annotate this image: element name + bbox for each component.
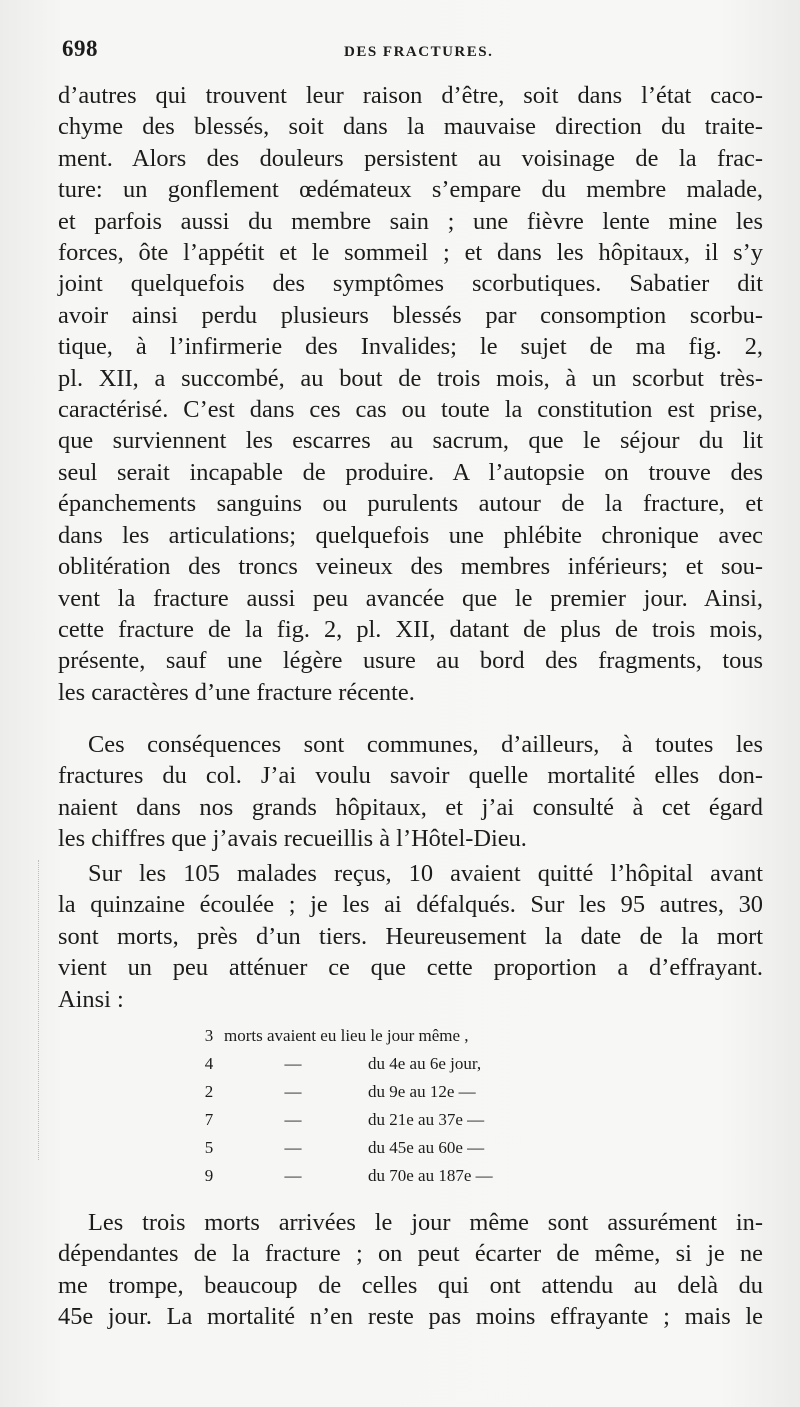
page-margin-mark [38,860,53,1160]
row-text: morts avaient eu lieu le jour même , [224,1026,469,1045]
paragraph-2 [58,729,763,855]
text-line: présente, sauf une légère usure au bord des fragments, tous [58,647,763,675]
death-count: 2 [204,1082,214,1101]
text-line: que surviennent les escarres au sacrum, que le séjour du lit [58,427,763,455]
text-line: naient dans nos grands hôpitaux, et j’ai consulté à cet égard [58,793,763,821]
text-line: et parfois aussi du membre sain ; une fièvre lente mine les [58,207,763,235]
page-header [62,36,762,66]
table-row [200,1134,640,1162]
text-line: tique, à l’infirmerie des Invalides; le sujet de ma fig. 2, [58,333,763,361]
text-line: dépendantes de la fracture ; on peut écarter de même, si je ne [58,1240,763,1268]
ditto-dash: — [284,1110,302,1129]
table-row [200,1162,640,1190]
text-line: épanchements sanguins ou purulents autour de la fracture, et [58,490,763,518]
ditto-dash: — [284,1082,302,1101]
death-count: 3 [204,1026,214,1045]
paragraph-1 [58,80,763,708]
ditto-dash: — [284,1054,302,1073]
text-line: ture: un gonflement œdémateux s’empare du membre malade, [58,176,763,204]
text-line: ment. Alors des douleurs persistent au voisinage de la frac- [58,144,763,172]
ditto-dash: — [284,1166,302,1185]
paragraph-3 [58,858,763,1015]
text-line: caractérisé. C’est dans ces cas ou toute la constitution est prise, [58,396,763,424]
running-head: DES FRACTURES. [344,44,494,60]
paragraph-4 [58,1207,763,1333]
text-line: seul serait incapable de produire. A l’autopsie on trouve des [58,458,763,486]
table-row [200,1106,640,1134]
death-count: 9 [204,1166,214,1185]
text-line: la quinzaine écoulée ; je les ai défalqués. Sur les 95 autres, 30 [58,891,763,919]
period: du 70e au 187e — [368,1166,493,1185]
table-row [200,1078,640,1106]
text-line: Sur les 105 malades reçus, 10 avaient quitté l’hôpital avant [88,860,763,887]
text-line: Ainsi : [58,985,124,1013]
text-line: chyme des blessés, soit dans la mauvaise direction du traite- [58,113,763,141]
period: du 21e au 37e — [368,1110,485,1129]
page-number: 698 [62,36,98,61]
period: du 45e au 60e — [368,1138,485,1157]
text-line: Les trois morts arrivées le jour même sont assurément in- [88,1209,763,1236]
death-count: 4 [204,1054,214,1073]
text-line: cette fracture de la fig. 2, pl. XII, datant de plus de trois mois, [58,615,763,643]
text-line: fractures du col. J’ai voulu savoir quelle mortalité elles don- [58,762,763,790]
text-line: oblitération des troncs veineux des membres inférieurs; et sou- [58,553,763,581]
text-line: les chiffres que j’avais recueillis à l’Hôtel-Dieu. [58,825,527,853]
mortality-table [200,1022,640,1190]
text-line: vent la fracture aussi peu avancée que le premier jour. Ainsi, [58,584,763,612]
text-line: pl. XII, a succombé, au bout de trois mois, à un scorbut très- [58,364,763,392]
text-line: me trompe, beaucoup de celles qui ont attendu au delà du [58,1271,763,1299]
table-row [200,1050,640,1078]
period: du 9e au 12e — [368,1082,476,1101]
text-line: forces, ôte l’appétit et le sommeil ; et dans les hôpitaux, il s’y [58,239,763,267]
death-count: 5 [204,1138,214,1157]
text-line: joint quelquefois des symptômes scorbutiques. Sabatier dit [58,270,763,298]
text-line: Ces conséquences sont communes, d’ailleurs, à toutes les [88,731,763,758]
table-row [200,1022,640,1050]
period: du 4e au 6e jour, [368,1054,482,1073]
death-count: 7 [204,1110,214,1129]
text-line: sont morts, près d’un tiers. Heureusement la date de la mort [58,922,763,950]
ditto-dash: — [284,1138,302,1157]
text-line: vient un peu atténuer ce que cette proportion a d’effrayant. [58,954,763,982]
text-line: les caractères d’une fracture récente. [58,678,415,706]
text-line: d’autres qui trouvent leur raison d’être, soit dans l’état caco- [58,82,763,109]
text-line: dans les articulations; quelquefois une phlébite chronique avec [58,521,763,549]
text-line: 45e jour. La mortalité n’en reste pas moins effrayante ; mais le [58,1303,763,1331]
text-line: avoir ainsi perdu plusieurs blessés par consomption scorbu- [58,301,763,329]
